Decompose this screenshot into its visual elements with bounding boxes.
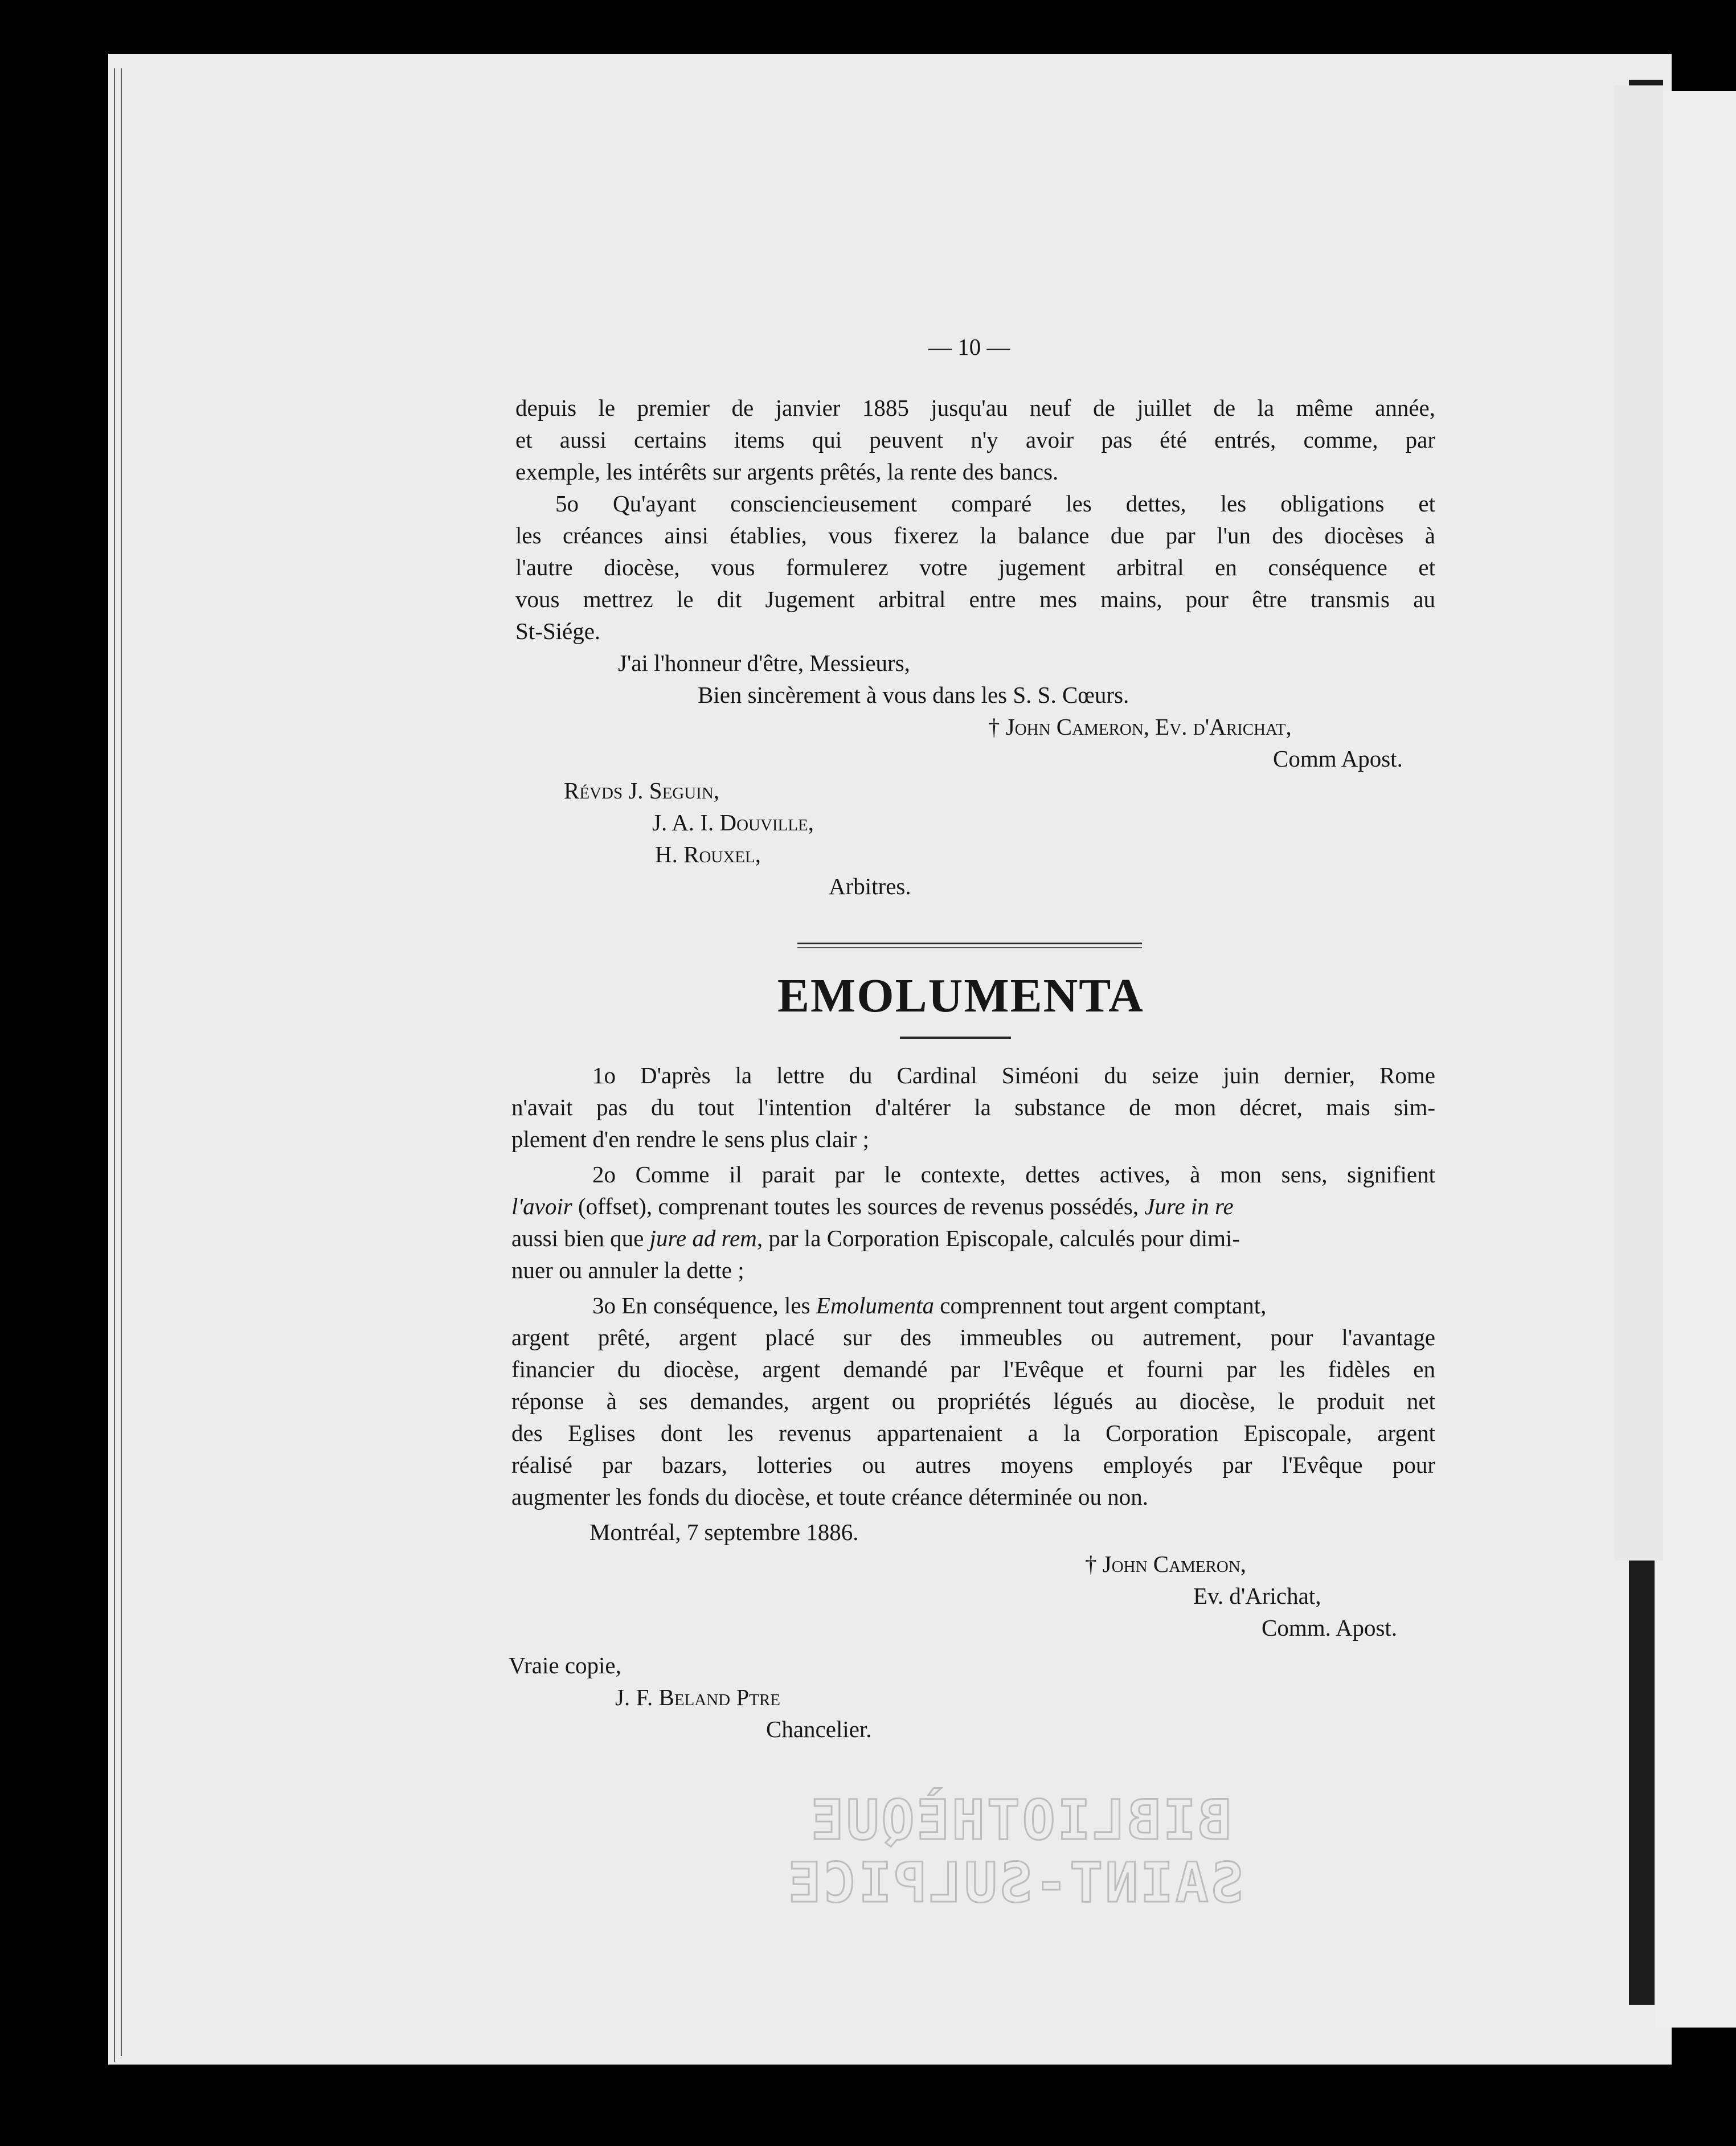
text-line: augmenter les fonds du diocèse, et toute créance déterminée ou non. xyxy=(511,1484,1148,1510)
text-line: nuer ou annuler la dette ; xyxy=(511,1257,744,1283)
library-stamp-line: BIBLIOTHÈQUE xyxy=(809,1788,1231,1852)
text-line: 1o D'après la lettre du Cardinal Siméoni du seize juin dernier, Rome xyxy=(592,1062,1435,1088)
copy-name: J. F. Beland Ptre xyxy=(615,1684,780,1710)
signature: † John Cameron, Ev. d'Arichat, xyxy=(988,714,1292,740)
page-edge xyxy=(114,68,115,2062)
addressee: Révds J. Seguin, xyxy=(564,777,720,804)
text-line: l'avoir (offset), comprenant toutes les sources de revenus possédés, Jure in re xyxy=(511,1193,1234,1219)
letter-closing: Bien sincèrement à vous dans les S. S. Cœurs. xyxy=(698,682,1129,708)
text-line: 3o En conséquence, les Emolumenta comprennent tout argent comptant, xyxy=(592,1292,1267,1318)
copy-role: Chancelier. xyxy=(766,1716,872,1742)
signature-title: Comm. Apost. xyxy=(1262,1615,1398,1641)
letter-closing: J'ai l'honneur d'être, Messieurs, xyxy=(618,650,910,676)
next-page-edge xyxy=(1655,91,1736,2028)
text-line: aussi bien que jure ad rem, par la Corporation Episcopale, calculés pour dimi- xyxy=(511,1225,1240,1251)
signature-line: Ev. d'Arichat, xyxy=(1193,1583,1321,1609)
text-line: St-Siége. xyxy=(515,618,601,644)
addressee: H. Rouxel, xyxy=(655,841,761,867)
title-underline xyxy=(900,1037,1011,1039)
page-margin-strip xyxy=(1615,85,1663,1561)
text-line: argent prêté, argent placé sur des immeubles ou autrement, pour l'avantage xyxy=(511,1324,1435,1350)
text-line: les créances ainsi établies, vous fixerez la balance due par l'un des diocèses à xyxy=(515,522,1435,548)
text-line: n'avait pas du tout l'intention d'altérer la substance de mon décret, mais sim- xyxy=(511,1094,1435,1120)
divider xyxy=(797,943,1142,944)
text-line: et aussi certains items qui peuvent n'y avoir pas été entrés, comme, par xyxy=(515,427,1435,453)
place-date: Montréal, 7 septembre 1886. xyxy=(589,1519,859,1545)
text-line: l'autre diocèse, vous formulerez votre jugement arbitral en conséquence et xyxy=(515,554,1435,580)
signature-title: Comm Apost. xyxy=(1273,746,1403,772)
text-line: vous mettrez le dit Jugement arbitral entre mes mains, pour être transmis au xyxy=(515,586,1435,612)
text-line: 2o Comme il parait par le contexte, dettes actives, à mon sens, signifient xyxy=(592,1161,1435,1187)
library-stamp-line: SAINT-SULPICE xyxy=(786,1851,1244,1915)
divider xyxy=(797,947,1142,948)
text-line: depuis le premier de janvier 1885 jusqu'au neuf de juillet de la même année, xyxy=(515,395,1435,421)
text-line: plement d'en rendre le sens plus clair ; xyxy=(511,1126,869,1152)
text-line: exemple, les intérêts sur argents prêtés, la rente des bancs. xyxy=(515,458,1059,485)
addressee-role: Arbitres. xyxy=(829,873,911,899)
text-line: réalisé par bazars, lotteries ou autres moyens employés par l'Evêque pour xyxy=(511,1452,1435,1478)
text-line: réponse à ses demandes, argent ou propriétés légués au diocèse, le produit net xyxy=(511,1388,1435,1414)
page-edge xyxy=(121,68,122,2056)
text-line: 5o Qu'ayant consciencieusement comparé les dettes, les obligations et xyxy=(555,490,1435,517)
signature: † John Cameron, xyxy=(1085,1551,1247,1577)
addressee: J. A. I. Douville, xyxy=(652,809,814,836)
section-title: EMOLUMENTA xyxy=(777,969,1144,1022)
text-line: des Eglises dont les revenus appartenaient a la Corporation Episcopale, argent xyxy=(511,1420,1435,1446)
page-number: — 10 — xyxy=(928,334,1010,360)
text-line: financier du diocèse, argent demandé par l'Evêque et fourni par les fidèles en xyxy=(511,1356,1435,1382)
copy-label: Vraie copie, xyxy=(509,1652,621,1678)
